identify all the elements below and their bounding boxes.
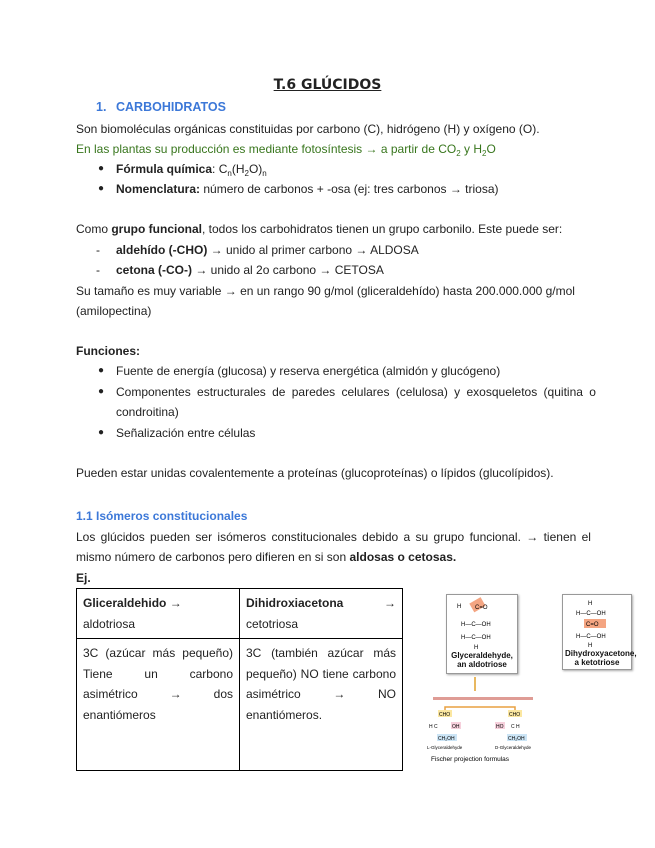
bullet-icon: ● (98, 163, 105, 174)
glyceraldehyde-structure (447, 595, 517, 651)
size-text-cont: (amilopectina) (76, 304, 152, 318)
svg-text:H C: H C (429, 724, 438, 730)
subsection-heading: 1.1 Isómeros constitucionales (76, 509, 248, 523)
section-heading: CARBOHIDRATOS (116, 100, 226, 114)
bullet-icon: ● (98, 183, 105, 194)
isomers-text: Los glúcidos pueden ser isómeros constitucionales debido a su grupo funcional. → tienen el (76, 530, 591, 544)
svg-text:H—C—OH: H—C—OH (461, 635, 491, 641)
ketone-item: cetona (-CO-) → unido al 2o carbono → CETOSA (116, 263, 384, 277)
nomenclature-item: Nomenclatura: número de carbonos + -osa (ej: tres carbonos → triosa) (116, 182, 499, 196)
functions-heading: Funciones: (76, 344, 141, 358)
svg-text:H—C—OH: H—C—OH (461, 622, 491, 628)
svg-text:C=O: C=O (475, 605, 488, 611)
svg-text:H—C—OH: H—C—OH (576, 611, 606, 617)
table-row (77, 589, 403, 639)
dash: - (96, 243, 100, 257)
svg-text:CHO: CHO (509, 712, 521, 718)
svg-text:C H: C H (511, 724, 520, 730)
svg-text:H: H (457, 604, 462, 610)
functional-group-text: Como grupo funcional, todos los carbohidratos tienen un grupo carbonilo. Este puede ser: (76, 222, 563, 236)
intro-text: Son biomoléculas orgánicas constituidas por carbono (C), hidrógeno (H) y oxígeno (O). (76, 122, 540, 136)
glyceraldehyde-figure (446, 594, 518, 674)
function-item: Fuente de energía (glucosa) y reserva energética (almidón y glucógeno) (116, 364, 501, 378)
svg-text:CHO: CHO (439, 712, 451, 718)
page-title: T.6 GLÚCIDOS (273, 77, 382, 93)
function-item: Componentes estructurales de paredes celulares (celulosa) y exosqueletos (quitina o (116, 385, 596, 399)
size-text: Su tamaño es muy variable → en un rango 90 g/mol (gliceraldehído) hasta 200.000.000 g/mol (76, 284, 575, 298)
fischer-projection-figure (425, 677, 545, 769)
svg-text:H: H (474, 645, 479, 651)
dihydroxyacetone-structure (563, 595, 631, 649)
photosynthesis-text: En las plantas su producción es mediante fotosíntesis → a partir de $CO_2$ y $H_2O$ (76, 142, 496, 158)
formula-item: Fórmula química: $C_n(H_2O)_n$ (116, 162, 267, 178)
svg-text:C=O: C=O (586, 622, 599, 628)
svg-text:OH: OH (452, 724, 460, 730)
dihydroxyacetone-figure (562, 594, 637, 670)
dash: - (96, 263, 100, 277)
svg-text:H: H (588, 601, 593, 607)
svg-text:CH₂OH: CH₂OH (438, 736, 455, 742)
aldehyde-item: aldehído (-CHO) → unido al primer carbono → ALDOSA (116, 243, 419, 257)
bullet-icon: ● (98, 427, 105, 438)
section-number: 1. (96, 100, 107, 114)
bonds-text: Pueden estar unidas covalentemente a proteínas (glucoproteínas) o lípidos (glucolípidos). (76, 466, 554, 480)
table-cell: Gliceraldehido → aldotriosa (77, 589, 240, 639)
bullet-icon: ● (98, 365, 105, 376)
svg-text:HO: HO (496, 724, 504, 730)
function-item-cont: condroitina) (116, 405, 179, 419)
svg-text:D-Glyceraldehyde: D-Glyceraldehyde (495, 745, 532, 750)
comparison-table (76, 588, 403, 771)
function-item: Señalización entre células (116, 426, 256, 440)
example-label: Ej. (76, 571, 91, 585)
glyceraldehyde-caption: Glyceraldehyde, an aldotriose (451, 651, 513, 669)
svg-text:H: H (588, 643, 593, 649)
table-cell: 3C (azúcar más pequeño) Tiene un carbono asimétrico → dos enantiómeros (77, 639, 240, 771)
isomers-text-cont: mismo número de carbonos pero difieren en si son aldosas o cetosas. (76, 550, 457, 564)
svg-text:H—C—OH: H—C—OH (576, 634, 606, 640)
table-cell: 3C (también azúcar más pequeño) NO tiene carbono asimétrico → NO enantiómeros. (240, 639, 403, 771)
svg-text:Fischer projection formulas: Fischer projection formulas (431, 756, 510, 763)
dihydroxyacetone-caption: Dihydroxyacetone, a ketotriose (565, 649, 637, 667)
table-cell: Dihidroxiacetona → cetotriosa (240, 589, 403, 639)
svg-text:L-Glyceraldehyde: L-Glyceraldehyde (427, 745, 463, 750)
table-row (77, 639, 403, 771)
bullet-icon: ● (98, 386, 105, 397)
svg-text:CH₂OH: CH₂OH (508, 736, 525, 742)
